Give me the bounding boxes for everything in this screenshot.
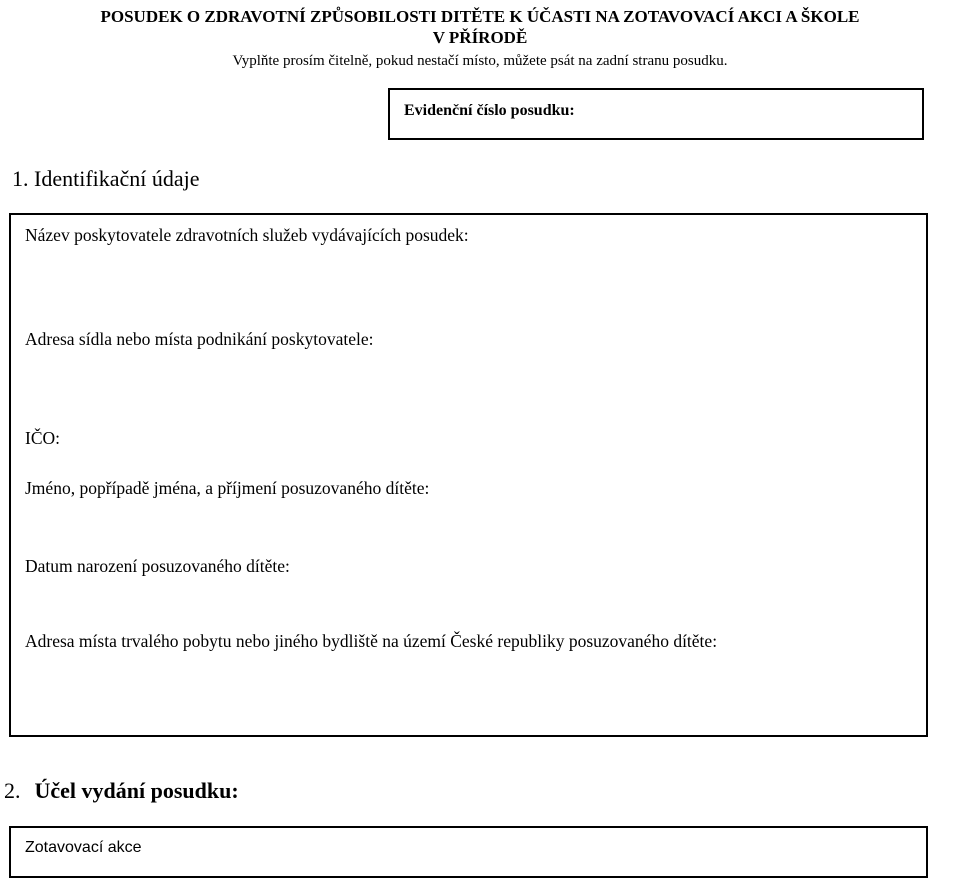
child-name-field[interactable]: Jméno, popřípadě jména, a příjmení posuzovaného dítěte: — [25, 478, 430, 498]
section-1-heading: 1. Identifikační údaje — [12, 166, 200, 191]
title-line-2: V PŘÍRODĚ — [432, 28, 528, 47]
title-line-1: POSUDEK O ZDRAVOTNÍ ZPŮSOBILOSTI DITĚTE K ÚČASTI NA ZOTAVOVACÍ AKCI A ŠKOLE — [100, 7, 860, 26]
identification-box — [9, 213, 928, 737]
evidence-number-field[interactable] — [388, 88, 924, 140]
section-2-label: Účel vydání posudku: — [34, 778, 239, 803]
provider-name-field[interactable]: Název poskytovatele zdravotních služeb vydávajících posudek: — [25, 225, 469, 245]
purpose-box[interactable] — [9, 826, 928, 878]
section-2-heading — [4, 778, 239, 804]
ico-field[interactable]: IČO: — [25, 428, 60, 448]
child-address-field[interactable]: Adresa místa trvalého pobytu nebo jiného bydliště na území České republiky posuzovaného dítěte: — [25, 631, 718, 651]
section-2-number: 2. — [4, 778, 21, 803]
fill-instruction: Vyplňte prosím čitelně, pokud nestačí místo, můžete psát na zadní stranu posudku. — [232, 53, 728, 69]
purpose-value: Zotavovací akce — [25, 839, 142, 856]
provider-address-field[interactable]: Adresa sídla nebo místa podnikání poskytovatele: — [25, 329, 374, 349]
evidence-number-label: Evidenční číslo posudku: — [404, 102, 575, 119]
document-title — [0, 6, 960, 48]
child-birthdate-field[interactable]: Datum narození posuzovaného dítěte: — [25, 556, 290, 576]
